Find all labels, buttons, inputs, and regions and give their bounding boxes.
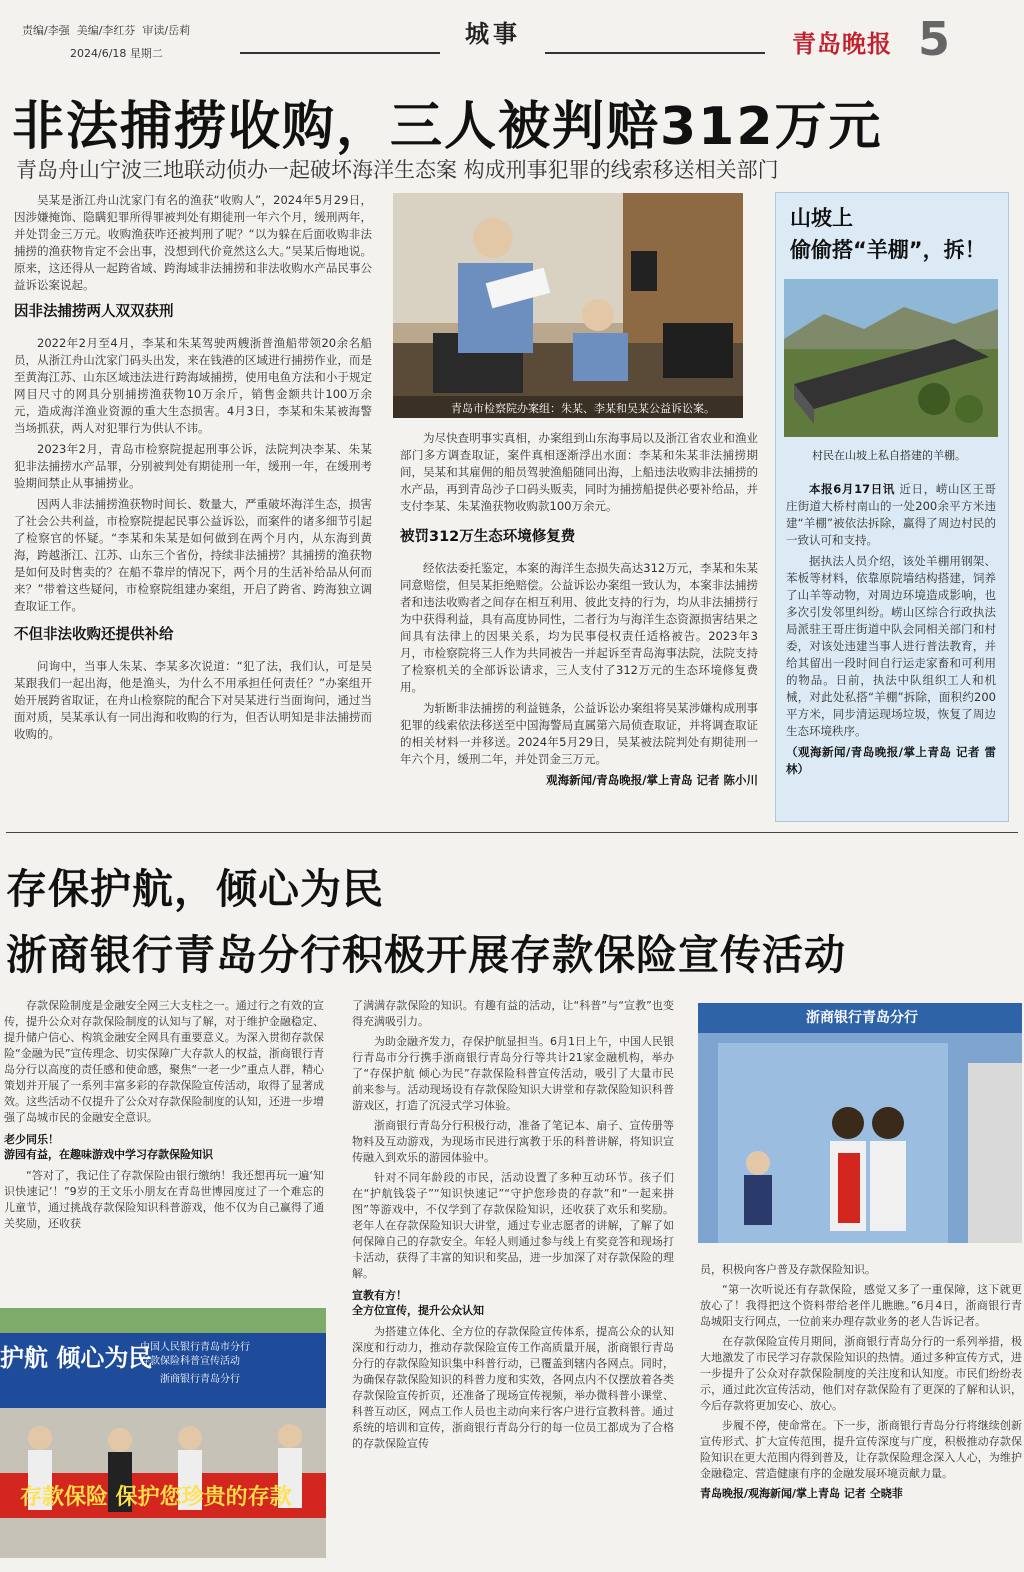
masthead-rule-right — [545, 52, 765, 54]
story1-subhead-a: 因非法捕捞两人双双获刑 — [14, 304, 174, 320]
story1-paragraph: 2023年2月，青岛市检察院提起刑事公诉，法院判决李某、朱某犯非法捕捞水产品罪，分别被判处有期徒刑一年，缓刑一年，在缓刑考验期间禁止从事捕捞业。 — [14, 442, 372, 490]
section-divider — [6, 832, 1018, 833]
story1-paragraph: 2022年2月至4月，李某和朱某驾驶两艘浙普渔船带领20余名船员，从浙江舟山沈家门码头出发，来在钱港的区域进行捕捞作业，而是至黄海江苏、山东区域违法进行跨海域捕捞，使用电鱼方法和小于规定网目尺寸的网具分别捕捞渔获物10万余斤，销售金额共计100万余元，造成海洋渔业资源的重大生态损害。4月3日，李某和朱某被海警当场抓获，两人对犯罪行为供认不讳。 — [14, 336, 372, 435]
sidebar-signature: （观海新闻/青岛晚报/掌上青岛 记者 雷林） — [786, 745, 996, 776]
story1-paragraph: 为尽快查明事实真相，办案组到山东海事局以及浙江省农业和渔业部门多方调查取证，案件真相逐渐浮出水面：李某和朱某非法捕捞期间，吴某和其雇佣的船员驾驶渔船随同出海，上船违法收购非法捕捞的水产品，再到青岛沙子口码头贩卖，同时为捕捞船提供必要补给品，并支付李某、朱某渔获物收购款100万余元。 — [400, 431, 758, 513]
story1-subhead: 青岛舟山宁波三地联动侦办一起破坏海洋生态案 构成刑事犯罪的线索移送相关部门 — [16, 158, 779, 182]
story2-paragraph: 为助金融齐发力，存保护航显担当。6月1日上午，中国人民银行青岛市分行携手浙商银行青岛分行等共计21家金融机构，举办了“存保护航 倾心为民”存款保险科普宣传活动，吸引了大量市民前来参与。活动现场设有存款保险知识大讲堂和存款保险知识科普游戏区，打造了沉浸式学习体验。 — [352, 1035, 674, 1112]
story1-paragraph: 经依法委托鉴定，本案的海洋生态损失高达312万元，李某和朱某同意赔偿，但吴某拒绝赔偿。公益诉讼办案组一致认为，本案非法捕捞者和违法收购者之间存在相互利用、彼此支持的行为，均从非法捕捞行为中获得利益，具有高度协同性，二者行为与海洋生态资源损害结果之间具有法律上的因果关系，均为民事侵权责任适格被告。2023年3月，市检察院将三人作为共同被告一并起诉至青岛海事法院，法院支持了检察机关的全部诉讼请求，三人支付了312万元的生态环境修复费用。 — [400, 561, 758, 694]
courtroom-photo-caption: 青岛市检察院办案组：朱某、李某和吴某公益诉讼案。 — [451, 402, 715, 415]
bank-sign: 浙商银行青岛分行 — [806, 1010, 918, 1026]
sidebar-paragraph-1: 近日，崂山区王哥庄街道大桥村南山的一处200余平方米违建“羊棚”被依法拆除，赢得了周边村民的一致认可和支持。 — [786, 482, 996, 547]
story2-paragraph: 了满满存款保险的知识。有趣有益的活动，让“科普”与“宣教”也变得充满吸引力。 — [352, 999, 674, 1028]
story1-headline: 非法捕捞收购，三人被判赔312万元 — [12, 97, 883, 157]
courtroom-photo-illustration — [393, 193, 743, 418]
story1-intro: 吴某是浙江舟山沈家门有名的渔获“收购人”，2024年5月29日，因涉嫌掩饰、隐瞒犯罪所得罪被判处有期徒刑一年六个月，缓刑两年，并处罚金三万元。收购渔获咋还被判刑了呢？“以为躲在后面收购非法捕捞的渔获物肯定不会出事，没想到代价竟然这么大。”吴某后悔地说。原来，这还得从一起跨省域、跨海域非法捕捞和非法收购水产品民事公益诉讼案说起。 — [14, 193, 372, 292]
story2-paragraph: 针对不同年龄段的市民，活动设置了多种互动环节。孩子们在“护航钱袋子”“知识快速记”“守护您珍贵的存款”和“一起来拼图”等游戏中，不仅学到了存款保险知识，还收获了欢乐和奖励。老年人在存款保险知识大讲堂，通过专业志愿者的讲解，了解了如何保障自己的存款安全。年轻人则通过参与线上有奖竞答和现场打卡活动，获得了丰富的知识和奖品，进一步加深了对存款保险的理解。 — [352, 1171, 674, 1280]
story2-headline-1: 存保护航，倾心为民 — [6, 865, 384, 913]
event-red-banner-text: 存款保险 保护您珍贵的存款 — [20, 1485, 292, 1510]
story2-subsection-2-title: 全方位宣传，提升公众认知 — [352, 1304, 484, 1317]
story2-subsection-1-kicker: 老少同乐！ — [4, 1133, 59, 1146]
story2-paragraph: 浙商银行青岛分行积极行动，准备了笔记本、扇子、宣传册等物料及互动游戏，为现场市民进行寓教于乐的科普讲解，将知识宣传融入到欢乐的游园体验中。 — [352, 1119, 674, 1164]
section-title: 城事 — [465, 20, 521, 48]
masthead-rule-left — [240, 52, 440, 54]
sheep-shed-photo — [784, 279, 998, 437]
story1-paragraph: 因两人非法捕捞渔获物时间长、数量大，严重破坏海洋生态，损害了社会公共利益，市检察院提起民事公益诉讼，而案件的诸多细节引起了检察官的怀疑。“李某和朱某是如何做到在两个月内，从东海到黄海，跨越浙江、江苏、山东三个省份，持续非法捕捞？其捕捞的渔获物是如何及时售卖的？在船不靠岸的情况下，两个月的生活补给品从何而来？”带着这些疑问，市检察院组建办案组，开启了跨省、跨海独立调查取证工作。 — [14, 497, 372, 613]
issue-date: 2024/6/18 星期二 — [70, 47, 163, 60]
credits: 责编/李强 美编/李红芬 审读/岳莉 — [22, 24, 191, 37]
newspaper-logo: 青岛晚报 — [792, 29, 892, 58]
event-photo-left — [0, 1308, 326, 1558]
story2-paragraph: 为搭建立体化、全方位的存款保险宣传体系，提高公众的认知深度和行动力，推动存款保险宣传工作高质量开展，浙商银行青岛分行的存款保险知识集中科普行动，已覆盖到辖内各网点。同时，为确保存款保险知识的科普力度和实效，各网点内不仅摆放着各类存款保险宣传折页，还准备了现场宣传视频，举办微科普小课堂、科普互动区，网点工作人员也主动向来行客户进行宣教科普。通过系统的培训和宣传，浙商银行青岛分行的每一位员工都成为了合格的存款保险宣传 — [352, 1325, 674, 1450]
courtroom-photo — [393, 193, 743, 418]
event-photo-right-illustration — [698, 1003, 1022, 1243]
story2-paragraph: 员，积极向客户普及存款保险知识。 — [700, 1263, 876, 1276]
story1-paragraph: 问询中，当事人朱某、李某多次说道：“犯了法，我们认，可是吴某跟我们一起出海，他是渔头，为什么不用承担任何责任？”办案组开始开展跨省取证，在舟山检察院的配合下对吴某进行当面询问，通过当面对质，吴某承认有一同出海和收购的行为，但否认明知是非法捕捞而收购的。 — [14, 659, 372, 741]
event-banner-small-3: 浙商银行青岛分行 — [160, 1374, 240, 1385]
sheep-shed-caption: 村民在山坡上私自搭建的羊棚。 — [812, 449, 966, 462]
event-banner-big: 护航 倾心为民 — [0, 1344, 153, 1372]
story2-headline-2: 浙商银行青岛分行积极开展存款保险宣传活动 — [6, 931, 846, 979]
story2-paragraph: 在存款保险宣传月期间，浙商银行青岛分行的一系列举措，极大地激发了市民学习存款保险知识的热情。通过多种宣传方式，进一步提升了公众对存款保险制度的关注度和认知度。市民们纷纷表示，通过此次宣传活动，他们对存款保险有了更深的了解和认识，今后存款将更加安心、放心。 — [700, 1335, 1022, 1412]
sidebar-title-line2: 偷偷搭“羊棚”，拆！ — [790, 238, 986, 262]
sidebar-title-line1: 山坡上 — [790, 206, 853, 230]
story2-subsection-2-kicker: 宣教有方！ — [352, 1289, 407, 1302]
story1-subhead-b: 不但非法收购还提供补给 — [14, 627, 174, 643]
story1-signature: 观海新闻/青岛晚报/掌上青岛 记者 陈小川 — [546, 773, 758, 787]
event-banner-small-1: 中国人民银行青岛市分行 — [140, 1342, 250, 1353]
story1-column-2 — [400, 430, 758, 789]
story2-paragraph: 存款保险制度是金融安全网三大支柱之一。通过行之有效的宣传，提升公众对存款保险制度的认知与了解，对于维护金融稳定、提升储户信心、构筑金融安全网具有重要意义。为深入贯彻存款保险“金融为民”宣传理念、切实保障广大存款人的权益，浙商银行青岛分行以高度的责任感和使命感，聚焦“一老一少”重点人群，精心策划并开展了一系列丰富多彩的存款保险宣传活动，取得了显著成效。这些活动不仅提升了公众对存款保险制度的认知，还进一步增强了岛城市民的金融安全意识。 — [4, 999, 324, 1124]
story2-column-2 — [352, 998, 674, 1456]
story2-subsection-1-title: 游园有益，在趣味游戏中学习存款保险知识 — [4, 1148, 213, 1161]
story1-paragraph: 为斩断非法捕捞的利益链条，公益诉讼办案组将吴某涉嫌构成刑事犯罪的线索依法移送至中国海警局直属第六局侦查取证，并将调查取证的相关材料一并移送。2024年5月29日，吴某被法院判处有期徒刑一年六个月，缓刑二年，并处罚金三万元。 — [400, 701, 758, 766]
sidebar-body — [786, 481, 996, 778]
event-banner-small-2: 存款保险科普宣传活动 — [140, 1356, 240, 1367]
event-photo-right — [698, 1003, 1022, 1243]
story1-subhead-c: 被罚312万生态环境修复费 — [400, 529, 576, 545]
story2-column-1 — [4, 998, 324, 1236]
sidebar-box — [775, 192, 1009, 822]
story1-column-1 — [14, 192, 372, 747]
sidebar-paragraph-2: 据执法人员介绍，该处羊棚用钢架、苯板等材料，依靠原院墙结构搭建，饲养了山羊等动物，对周边环境造成影响，也多次引发邻里纠纷。崂山区综合行政执法局派驻王哥庄街道中队会同相关部门和村委，对该处违建当事人进行普法教育，并给其留出一段时间自行运走家畜和可利用的物品。日前，执法中队组织工人和机械，对此处私搭“羊棚”拆除，面积约200平方米，同步清运现场垃圾，恢复了周边生态环境秩序。 — [786, 554, 996, 738]
story2-paragraph: “答对了，我记住了存款保险由银行缴纳！我还想再玩一遍‘知识快速记’！”9岁的王文乐小朋友在青岛世博园度过了一个难忘的儿童节，通过挑战存款保险知识科普游戏，他不仅为自己赢得了通关奖励，还收获 — [4, 1169, 324, 1230]
page-number: 5 — [918, 12, 951, 66]
story2-signature: 青岛晚报/观海新闻/掌上青岛 记者 仝晓菲 — [700, 1487, 903, 1500]
story2-column-3 — [700, 1262, 1022, 1502]
story2-paragraph: 步履不停，使命常在。下一步，浙商银行青岛分行将继续创新宣传形式、扩大宣传范围，提升宣传深度与广度，积极推动存款保险知识在更大范围内得到普及，让存款保险理念深入人心，为维护金融稳定、营造健康有序的金融发展环境贡献力量。 — [700, 1419, 1022, 1480]
sheep-shed-illustration — [784, 279, 998, 437]
story2-paragraph: “第一次听说还有存款保险，感觉又多了一重保障，这下就更放心了！我得把这个资料带给老伴儿瞧瞧。”6月4日，浙商银行青岛城阳支行网点，一位前来办理存款业务的老人告诉记者。 — [700, 1283, 1022, 1328]
sidebar-dateline: 本报6月17日讯 — [809, 482, 896, 496]
